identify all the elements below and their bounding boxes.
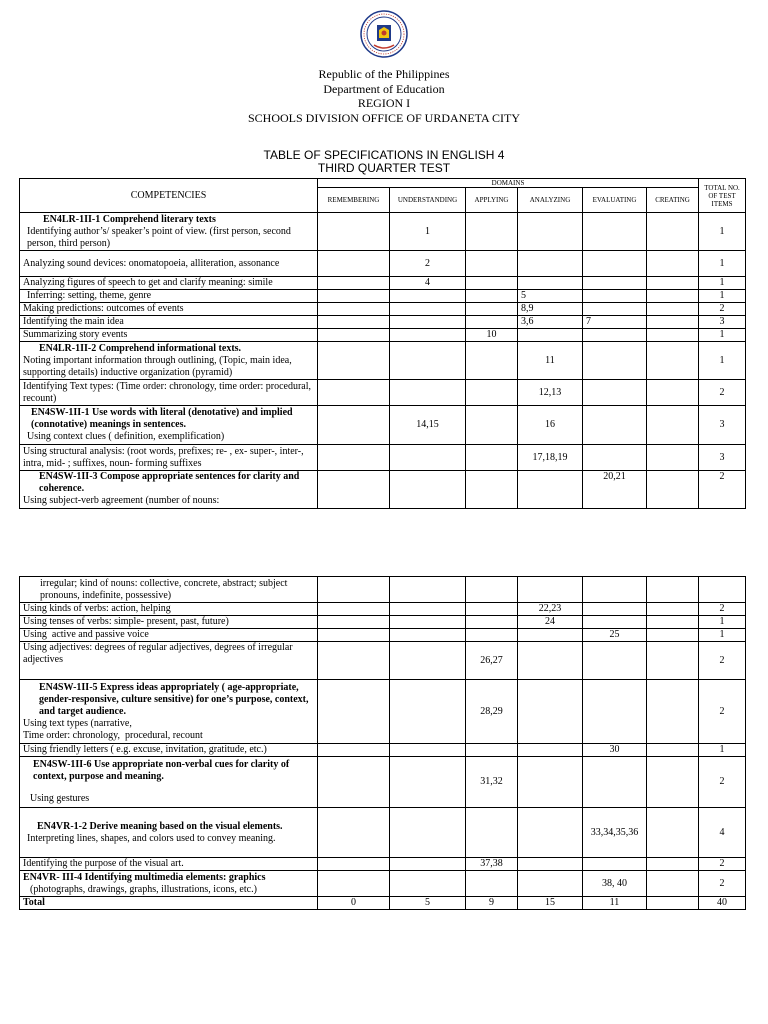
- cell-applying: 37,38: [466, 858, 518, 871]
- cell-evaluating: 7: [583, 316, 647, 329]
- cell-total: 1: [699, 213, 746, 251]
- cell-total: 2: [699, 303, 746, 316]
- cell-total: 2: [699, 603, 746, 616]
- cell-total: 1: [699, 251, 746, 277]
- table-row: [20, 871, 746, 897]
- cell-total: 1: [699, 629, 746, 642]
- cell-evaluating: 30: [583, 744, 647, 757]
- competency-text: Interpreting lines, shapes, and colors used to convey meaning.: [27, 832, 276, 844]
- total-remembering: 0: [318, 897, 390, 910]
- cell-understanding: 1: [390, 213, 466, 251]
- cell-analyzing: 24: [518, 616, 583, 629]
- competency-heading: EN4SW-1II-3 Compose appropriate sentences for clarity and coherence.: [39, 471, 300, 494]
- competency-text: Using context clues ( definition, exemplification): [27, 431, 225, 442]
- competency-text: (photographs, drawings, graphs, illustrations, icons, etc.): [30, 883, 257, 895]
- total-items: 40: [699, 897, 746, 910]
- header-line-4: SCHOOLS DIVISION OFFICE OF URDANETA CITY: [247, 110, 521, 125]
- cell-evaluating: 25: [583, 629, 647, 642]
- cell-understanding: 2: [390, 251, 466, 277]
- cell-applying: 26,27: [466, 642, 518, 680]
- table-row: [20, 808, 746, 858]
- table-row: [20, 603, 746, 616]
- total-evaluating: 11: [583, 897, 647, 910]
- competency-text: Inferring: setting, theme, genre: [20, 290, 318, 303]
- table-row: [20, 629, 746, 642]
- competency-heading: EN4VR- III-4 Identifying multimedia elements: graphics: [23, 871, 266, 883]
- competency-text: Using adjectives: degrees of regular adjectives, degrees of irregular adjectives: [20, 642, 318, 680]
- competency-heading: EN4SW-1II-5 Express ideas appropriately ( age-appropriate, gender-responsive, culture sensitive) for one’s purpose, context, and target audience.: [39, 681, 309, 717]
- table-row: [20, 616, 746, 629]
- cell-total: 1: [699, 616, 746, 629]
- cell-analyzing: 16: [518, 406, 583, 445]
- cell-evaluating: 33,34,35,36: [583, 808, 647, 858]
- competency-text: Making predictions: outcomes of events: [20, 303, 318, 316]
- competency-text: Noting important information through outlining, (Topic, main idea, supporting details) inductive organization (pyramid): [23, 354, 292, 378]
- table-row: [20, 406, 746, 445]
- cell-total: 2: [699, 642, 746, 680]
- table-row: [20, 680, 746, 744]
- competency-text: Identifying Text types: (Time order: chronology, time order: procedural, recount): [20, 380, 318, 406]
- cell-understanding: 4: [390, 277, 466, 290]
- competency-text-2: Time order: chronology, procedural, recount: [23, 729, 203, 741]
- totals-label: Total: [23, 897, 45, 908]
- cell-total: 1: [699, 744, 746, 757]
- competency-text: Identifying the main idea: [20, 316, 318, 329]
- table-row: [20, 471, 746, 509]
- table-row: [20, 329, 746, 342]
- table-row: [20, 445, 746, 471]
- competency-text: Analyzing sound devices: onomatopoeia, alliteration, assonance: [20, 251, 318, 277]
- title-line-2: THIRD QUARTER TEST: [317, 161, 451, 175]
- cell-total: 3: [699, 445, 746, 471]
- cell-total: 2: [699, 858, 746, 871]
- cell-understanding: 14,15: [390, 406, 466, 445]
- total-applying: 9: [466, 897, 518, 910]
- cell-total: 1: [699, 277, 746, 290]
- table-row: [20, 290, 746, 303]
- cell-total: 2: [699, 471, 746, 509]
- header-evaluating: EVALUATING: [583, 188, 647, 213]
- competency-text: Using active and passive voice: [20, 629, 318, 642]
- header-understanding: UNDERSTANDING: [390, 188, 466, 213]
- header-line-1: Republic of the Philippines: [318, 67, 450, 81]
- header-domains: DOMAINS: [318, 179, 699, 188]
- table-row: [20, 858, 746, 871]
- cell-analyzing: 3,6: [518, 316, 583, 329]
- table-row: [20, 342, 746, 380]
- document-title: [0, 149, 768, 175]
- cell-evaluating: 38, 40: [583, 871, 647, 897]
- table-row: [20, 642, 746, 680]
- cell-total: 1: [699, 342, 746, 380]
- competency-heading: EN4LR-1II-1 Comprehend literary texts: [43, 213, 216, 225]
- header-analyzing: ANALYZING: [518, 188, 583, 213]
- header-competencies: COMPETENCIES: [20, 179, 318, 213]
- cell-analyzing: 8,9: [518, 303, 583, 316]
- competency-text: Using gestures: [30, 793, 90, 804]
- cell-total: 2: [699, 380, 746, 406]
- cell-applying: 28,29: [466, 680, 518, 744]
- total-understanding: 5: [390, 897, 466, 910]
- title-line-1: TABLE OF SPECIFICATIONS IN ENGLISH 4: [263, 148, 505, 162]
- document-header: [0, 67, 768, 125]
- table-row: [20, 757, 746, 808]
- cell-applying: 31,32: [466, 757, 518, 808]
- header-applying: APPLYING: [466, 188, 518, 213]
- table-row: [20, 577, 746, 603]
- header-remembering: REMEMBERING: [318, 188, 390, 213]
- cell-total: 2: [699, 871, 746, 897]
- competency-heading: EN4VR-1-2 Derive meaning based on the visual elements.: [37, 820, 283, 832]
- cell-total: 3: [699, 316, 746, 329]
- cell-total: 4: [699, 808, 746, 858]
- cell-total: 1: [699, 290, 746, 303]
- table-row: [20, 316, 746, 329]
- competency-text: Using tenses of verbs: simple- present, past, future): [20, 616, 318, 629]
- header-total-items: TOTAL NO. OF TEST ITEMS: [699, 179, 746, 213]
- table-row: [20, 213, 746, 251]
- competency-text: Using subject-verb agreement (number of nouns:: [23, 495, 220, 506]
- cell-evaluating: 20,21: [583, 471, 647, 509]
- cell-analyzing: 11: [518, 342, 583, 380]
- competency-text: Using structural analysis: (root words, prefixes; re- , ex- super-, inter-, intra, mid- ; suffixes, noun- forming suffixes: [20, 445, 318, 471]
- cell-total: 2: [699, 680, 746, 744]
- cell-total: 2: [699, 757, 746, 808]
- competency-heading: EN4SW-1II-1 Use words with literal (denotative) and implied (connotative) meanings in sentences.: [31, 407, 293, 430]
- competency-text: Summarizing story events: [20, 329, 318, 342]
- cell-analyzing: 17,18,19: [518, 445, 583, 471]
- header-creating: CREATING: [647, 188, 699, 213]
- cell-analyzing: 22,23: [518, 603, 583, 616]
- cell-applying: 10: [466, 329, 518, 342]
- competency-text: irregular; kind of nouns: collective, concrete, abstract; subject pronouns, indefinite, possessive): [20, 577, 318, 603]
- table-row: [20, 251, 746, 277]
- total-analyzing: 15: [518, 897, 583, 910]
- competency-text: Identifying author’s/ speaker’s point of view. (first person, second person, third person): [27, 225, 291, 249]
- deped-seal: [360, 10, 408, 58]
- competency-text: Using text types (narrative,: [23, 717, 132, 729]
- totals-row: [20, 897, 746, 910]
- cell-analyzing: 12,13: [518, 380, 583, 406]
- competency-text: Identifying the purpose of the visual art.: [20, 858, 318, 871]
- competency-heading: EN4LR-1II-2 Comprehend informational texts.: [39, 342, 242, 354]
- table-row: [20, 277, 746, 290]
- cell-total: 1: [699, 329, 746, 342]
- cell-analyzing: 5: [518, 290, 583, 303]
- table-row: [20, 380, 746, 406]
- table-row: [20, 744, 746, 757]
- header-line-2: Department of Education: [323, 81, 445, 96]
- tos-table-part-2: [19, 576, 746, 910]
- competency-text: Analyzing figures of speech to get and clarify meaning: simile: [20, 277, 318, 290]
- competency-text: Using kinds of verbs: action, helping: [20, 603, 318, 616]
- cell-total: 3: [699, 406, 746, 445]
- competency-text: Using friendly letters ( e.g. excuse, invitation, gratitude, etc.): [20, 744, 318, 757]
- header-line-3: REGION I: [357, 96, 411, 110]
- table-row: [20, 303, 746, 316]
- tos-table-part-1: [19, 178, 746, 509]
- competency-heading: EN4SW-1II-6 Use appropriate non-verbal cues for clarity of context, purpose and meaning.: [33, 759, 290, 782]
